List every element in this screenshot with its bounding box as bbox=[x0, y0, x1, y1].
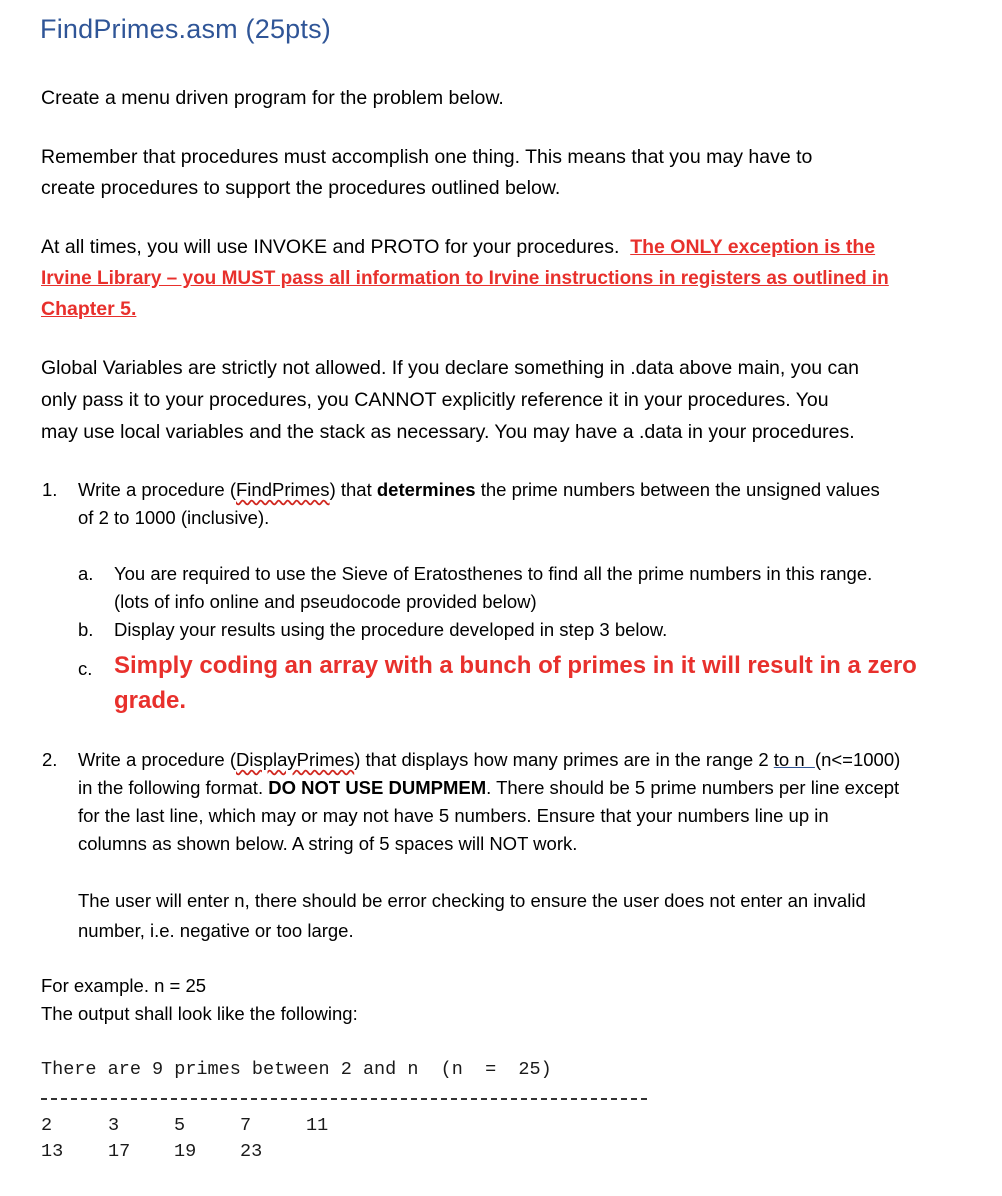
remember-line-2: create procedures to support the procedures outlined below. bbox=[41, 177, 561, 199]
item-1-line-1 bbox=[78, 476, 978, 504]
item-1-bold: determines bbox=[376, 479, 476, 500]
sub-c-warning bbox=[114, 648, 974, 718]
item-2-range: to n bbox=[773, 749, 815, 770]
user-input-paragraph bbox=[78, 886, 978, 946]
invoke-red-2: Irvine Library – you MUST pass all information to Irvine instructions in registers as outlined in bbox=[41, 268, 889, 289]
intro-paragraph: Create a menu driven program for the problem below. bbox=[41, 87, 504, 109]
sub-c-line-1: Simply coding an array with a bunch of primes in it will result in a zero bbox=[114, 652, 917, 679]
item-1-mid: ) that bbox=[329, 479, 377, 500]
item-2-pre: Write a procedure ( bbox=[78, 749, 236, 770]
output-cell: 23 bbox=[240, 1141, 263, 1162]
globals-line-1: Global Variables are strictly not allowed. If you declare something in .data above main, you can bbox=[41, 357, 860, 379]
sub-a-letter: a. bbox=[78, 563, 94, 584]
item-2-line-3: for the last line, which may or may not have 5 numbers. Ensure that your numbers line up in bbox=[78, 805, 829, 826]
example-paragraph bbox=[41, 972, 981, 1028]
item-2-no-dumpmem: DO NOT USE DUMPMEM bbox=[268, 777, 487, 798]
output-cell: 3 bbox=[108, 1115, 120, 1136]
sub-b-text: Display your results using the procedure developed in step 3 below. bbox=[114, 619, 668, 640]
item-1-pre: Write a procedure ( bbox=[78, 479, 236, 500]
invoke-line-3 bbox=[41, 294, 981, 325]
item-2-line-2b: . There should be 5 prime numbers per line except bbox=[486, 777, 900, 798]
invoke-red-1: The ONLY exception is the bbox=[630, 236, 876, 258]
sub-c-letter: c. bbox=[78, 658, 93, 679]
item-1-post: the prime numbers between the unsigned values bbox=[475, 479, 880, 500]
invoke-red-3: Chapter 5. bbox=[41, 298, 137, 320]
item-2-line-2 bbox=[78, 774, 978, 802]
output-cell: 17 bbox=[108, 1141, 131, 1162]
invoke-paragraph bbox=[41, 232, 981, 325]
sub-c-line-2: grade. bbox=[114, 687, 187, 714]
remember-line-1: Remember that procedures must accomplish one thing. This means that you may have to bbox=[41, 146, 813, 168]
globals-line-3: may use local variables and the stack as necessary. You may have a .data in your procedures. bbox=[41, 421, 855, 443]
output-cell: 19 bbox=[174, 1141, 197, 1162]
item-2-proc-name: DisplayPrimes bbox=[236, 749, 355, 770]
item-2-line-2a: in the following format. bbox=[78, 777, 269, 798]
globals-paragraph bbox=[41, 352, 981, 448]
item-2-number: 2. bbox=[42, 749, 58, 770]
item-1-text bbox=[78, 476, 978, 532]
sub-b-letter: b. bbox=[78, 619, 94, 640]
item-2-text bbox=[78, 746, 978, 858]
item-1-proc-name: FindPrimes bbox=[236, 479, 330, 500]
example-line-1: For example. n = 25 bbox=[41, 975, 207, 996]
output-cell: 5 bbox=[174, 1115, 186, 1136]
page-title: FindPrimes.asm (25pts) bbox=[40, 14, 331, 44]
item-1-line-2: of 2 to 1000 (inclusive). bbox=[78, 507, 270, 528]
remember-paragraph bbox=[41, 142, 981, 204]
invoke-lead: At all times, you will use INVOKE and PROTO for your procedures. bbox=[41, 236, 631, 258]
output-cell: 13 bbox=[41, 1141, 64, 1162]
item-1-number: 1. bbox=[42, 479, 58, 500]
output-cell: 2 bbox=[41, 1115, 53, 1136]
item-2-mid: ) that displays how many primes are in the range 2 bbox=[354, 749, 774, 770]
output-cell: 11 bbox=[306, 1115, 329, 1136]
invoke-line-2 bbox=[41, 263, 981, 294]
sub-a-text bbox=[114, 560, 974, 616]
item-2-post: (n<=1000) bbox=[814, 749, 901, 770]
sub-a-line-1: You are required to use the Sieve of Eratosthenes to find all the prime numbers in this range. bbox=[114, 563, 873, 584]
item-2-line-4: columns as shown below. A string of 5 spaces will NOT work. bbox=[78, 833, 578, 854]
invoke-line-1 bbox=[41, 232, 981, 263]
user-line-1: The user will enter n, there should be error checking to ensure the user does not enter an invalid bbox=[78, 890, 866, 911]
globals-line-2: only pass it to your procedures, you CANNOT explicitly reference it in your procedures. You bbox=[41, 389, 829, 411]
output-divider bbox=[41, 1098, 647, 1100]
item-2-line-1 bbox=[78, 746, 978, 774]
output-cell: 7 bbox=[240, 1115, 252, 1136]
example-line-2: The output shall look like the following: bbox=[41, 1003, 358, 1024]
user-line-2: number, i.e. negative or too large. bbox=[78, 920, 354, 941]
sub-a-line-2: (lots of info online and pseudocode provided below) bbox=[114, 591, 537, 612]
output-header: There are 9 primes between 2 and n (n = 25) bbox=[41, 1059, 552, 1080]
